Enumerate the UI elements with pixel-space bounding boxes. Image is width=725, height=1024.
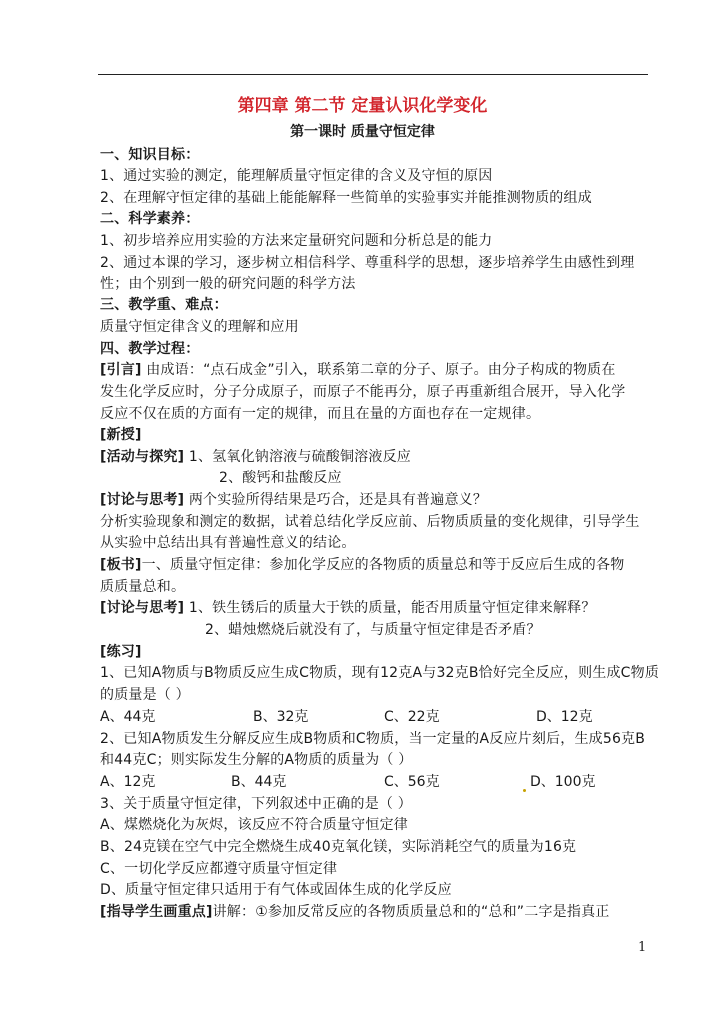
- literacy-item-1: 1、初步培养应用实验的方法来定量研究问题和分析总是的能力: [100, 233, 493, 249]
- q1-line-1: 1、已知A物质与B物质反应生成C物质，现有12克A与32克B恰好完全反应，则生成C物质: [100, 665, 660, 681]
- discuss-2-label: [讨论与思考]: [100, 600, 185, 616]
- discuss-1-label: [讨论与思考]: [100, 492, 185, 508]
- activity-item-1: 1、氢氧化钠溶液与硫酸铜溶液反应: [188, 449, 411, 465]
- q3-option-b: B、24克镁在空气中完全燃烧生成40克氧化镁，实际消耗空气的质量为16克: [100, 839, 577, 855]
- q3-option-c: C、一切化学反应都遵守质量守恒定律: [100, 861, 338, 877]
- document-subtitle: 第一课时 质量守恒定律: [290, 124, 435, 140]
- q2-option-a: A、12克: [100, 774, 156, 790]
- board-text-1: 一、质量守恒定律：参加化学反应的各物质的质量总和等于反应后生成的各物: [141, 557, 625, 573]
- goal-item-1: 1、通过实验的测定，能理解质量守恒定律的含义及守恒的原因: [100, 168, 493, 184]
- board-line-2: 质质量总和。: [100, 579, 186, 595]
- q2-option-d: D、100克: [530, 774, 596, 790]
- discuss-2-line: [100, 598, 596, 618]
- literacy-item-2-line2: 性；由个别到一般的研究问题的科学方法: [100, 276, 356, 292]
- guide-label: [指导学生画重点]: [100, 904, 213, 920]
- guide-line: [100, 902, 609, 922]
- board-line-1: [100, 555, 624, 575]
- analysis-line-1: 分析实验现象和测定的数据，试着总结化学反应前、后物质质量的变化规律，引导学生: [100, 514, 640, 530]
- q3-option-d: D、质量守恒定律只适用于有气体或固体生成的化学反应: [100, 882, 452, 898]
- intro-line-2: 发生化学反应时，分子分成原子，而原子不能再分，原子再重新组合展开，导入化学: [100, 384, 626, 400]
- keypoints-text: 质量守恒定律含义的理解和应用: [100, 319, 299, 335]
- new-lesson-label: [新授]: [100, 427, 142, 443]
- q2-line-1: 2、已知A物质发生分解反应生成B物质和C物质，当一定量的A反应片刻后，生成56克B: [100, 731, 646, 747]
- analysis-line-2: 从实验中总结出具有普遍性意义的结论。: [100, 535, 356, 551]
- q3-option-a: A、煤燃烧化为灰烬，该反应不符合质量守恒定律: [100, 817, 408, 833]
- discuss-1-text: 两个实验所得结果是巧合，还是具有普遍意义？: [188, 492, 488, 508]
- header-rule: [98, 74, 648, 75]
- activity-label: [活动与探究]: [100, 449, 185, 465]
- goal-item-2: 2、在理解守恒定律的基础上能能解释一些简单的实验事实并能推测物质的组成: [100, 190, 592, 206]
- discuss-1-line: [100, 490, 487, 510]
- q1-option-a: A、44克: [100, 709, 156, 725]
- q2-line-2: 和44克C；则实际发生分解的A物质的质量为（ ）: [100, 752, 413, 768]
- stray-dot: [523, 789, 526, 792]
- q1-option-c: C、22克: [384, 709, 440, 725]
- practice-label: [练习]: [100, 644, 142, 660]
- q3-line-1: 3、关于质量守恒定律，下列叙述中正确的是（ ）: [100, 796, 412, 812]
- q1-option-d: D、12克: [536, 709, 593, 725]
- discuss-2-item-1: 1、铁生锈后的质量大于铁的质量，能否用质量守恒定律来解释？: [188, 600, 596, 616]
- q2-option-b: B、44克: [231, 774, 287, 790]
- activity-line-1: [100, 447, 411, 467]
- section-heading-goals: 一、知识目标：: [100, 147, 200, 163]
- section-heading-process: 四、教学过程：: [100, 341, 200, 357]
- section-heading-keypoints: 三、教学重、难点：: [100, 297, 228, 313]
- q1-option-b: B、32克: [253, 709, 309, 725]
- guide-text: 讲解：①参加反常反应的各物质质量总和的“总和”二字是指真正: [212, 904, 610, 920]
- page-number: 1: [638, 940, 647, 955]
- q1-line-2: 的质量是（ ）: [100, 687, 190, 703]
- board-label: [板书]: [100, 557, 142, 573]
- discuss-2-item-2: 2、蜡烛燃烧后就没有了，与质量守恒定律是否矛盾？: [205, 622, 541, 638]
- intro-label: [引言]: [100, 362, 142, 378]
- intro-line-1: [100, 360, 616, 380]
- intro-text-1: 由成语：“点石成金”引入，联系第二章的分子、原子。由分子构成的物质在: [146, 362, 616, 378]
- literacy-item-2-line1: 2、通过本课的学习，逐步树立相信科学、尊重科学的思想，逐步培养学生由感性到理: [100, 255, 635, 271]
- activity-item-2: 2、酸钙和盐酸反应: [219, 470, 342, 486]
- section-heading-literacy: 二、科学素养：: [100, 211, 200, 227]
- q2-option-c: C、56克: [384, 774, 440, 790]
- intro-line-3: 反应不仅在质的方面有一定的规律，而且在量的方面也存在一定规律。: [100, 406, 541, 422]
- document-title: 第四章 第二节 定量认识化学变化: [237, 96, 488, 116]
